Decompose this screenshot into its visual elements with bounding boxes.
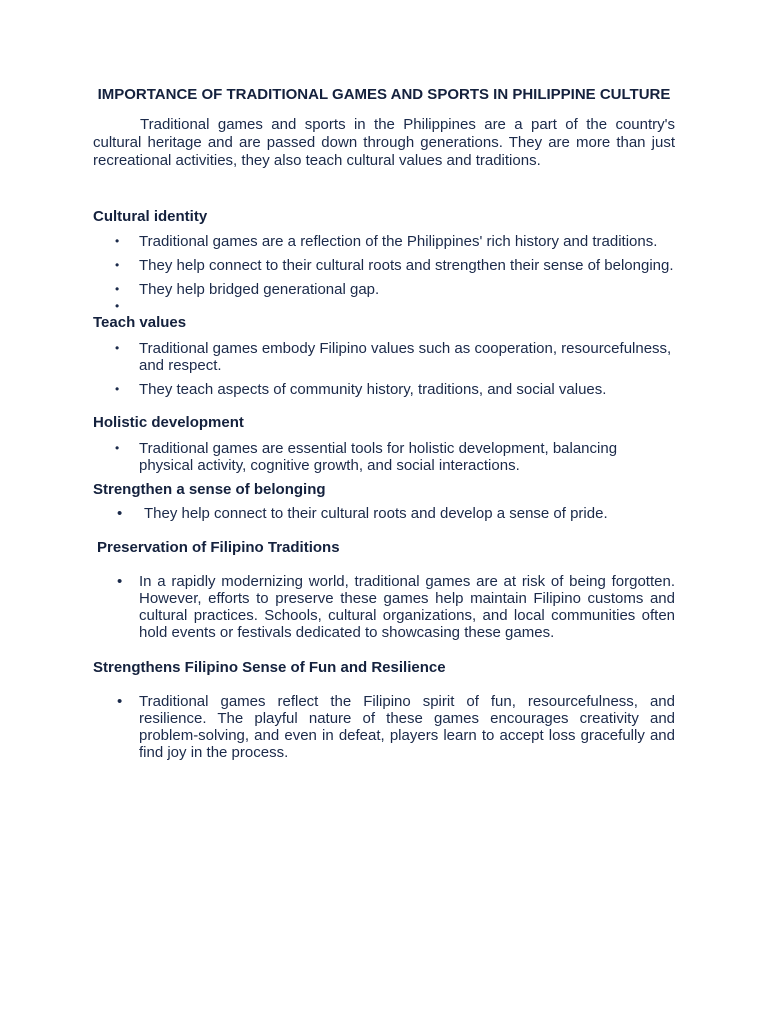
list-item-text: Traditional games embody Filipino values such as cooperation, resourcefulness, and respect. bbox=[139, 340, 672, 374]
intro-paragraph: Traditional games and sports in the Philippines are a part of the country's cultural heritage and are passed down through generations. They are more than just recreational activities, they also teach cultural values and traditions. bbox=[93, 116, 675, 169]
heading-sense-of-belonging: Strengthen a sense of belonging bbox=[93, 481, 326, 498]
bullet-icon: • bbox=[115, 341, 120, 355]
list-item bbox=[93, 340, 675, 374]
heading-holistic-development: Holistic development bbox=[93, 414, 244, 431]
bullet-icon: • bbox=[117, 693, 123, 710]
list-item bbox=[93, 281, 675, 298]
list-item bbox=[93, 233, 675, 250]
heading-preservation: Preservation of Filipino Traditions bbox=[97, 539, 340, 556]
list-preservation bbox=[93, 573, 675, 641]
bullet-icon: • bbox=[115, 299, 120, 313]
list-item bbox=[93, 381, 675, 398]
list-item-text: Traditional games reflect the Filipino spirit of fun, resourcefulness, and resilience. The playful nature of these games encourages creativity and problem-solving, and even in defeat, players learn to accept loss gracefully and find joy in the process. bbox=[139, 693, 675, 761]
list-item-text: They help bridged generational gap. bbox=[139, 281, 380, 298]
bullet-icon: • bbox=[115, 234, 120, 248]
list-item bbox=[93, 440, 675, 474]
list-item-text: They teach aspects of community history, traditions, and social values. bbox=[139, 381, 607, 398]
list-item-text: They help connect to their cultural roots and develop a sense of pride. bbox=[144, 505, 608, 522]
bullet-icon: • bbox=[117, 573, 123, 590]
list-item-text: Traditional games are a reflection of the Philippines' rich history and traditions. bbox=[139, 233, 658, 250]
document-title: IMPORTANCE OF TRADITIONAL GAMES AND SPORTS IN PHILIPPINE CULTURE bbox=[97, 86, 671, 103]
heading-cultural-identity: Cultural identity bbox=[93, 208, 208, 225]
list-item-text: Traditional games are essential tools for holistic development, balancing physical activity, cognitive growth, and social interactions. bbox=[139, 440, 618, 474]
list-item-text: In a rapidly modernizing world, traditional games are at risk of being forgotten. However, efforts to preserve these games help maintain Filipino customs and cultural practices. Schools, cultural organizations, and local communities often hold events or festivals dedicated to showcasing these games. bbox=[139, 573, 675, 641]
bullet-icon: • bbox=[117, 505, 123, 522]
list-item bbox=[93, 505, 675, 522]
list-item-empty bbox=[93, 298, 675, 314]
list-holistic-development bbox=[93, 440, 675, 474]
list-item bbox=[93, 257, 675, 274]
bullet-icon: • bbox=[115, 441, 120, 455]
list-teach-values bbox=[93, 340, 675, 398]
list-item bbox=[93, 573, 675, 641]
heading-fun-and-resilience: Strengthens Filipino Sense of Fun and Resilience bbox=[93, 659, 446, 676]
list-item-text: They help connect to their cultural roots and strengthen their sense of belonging. bbox=[139, 257, 674, 274]
list-cultural-identity bbox=[93, 233, 675, 314]
list-fun-and-resilience bbox=[93, 693, 675, 761]
list-item bbox=[93, 693, 675, 761]
list-sense-of-belonging bbox=[93, 505, 675, 522]
bullet-icon: • bbox=[115, 282, 120, 296]
bullet-icon: • bbox=[115, 382, 120, 396]
bullet-icon: • bbox=[115, 258, 120, 272]
document-page bbox=[93, 86, 675, 761]
heading-teach-values: Teach values bbox=[93, 314, 187, 331]
